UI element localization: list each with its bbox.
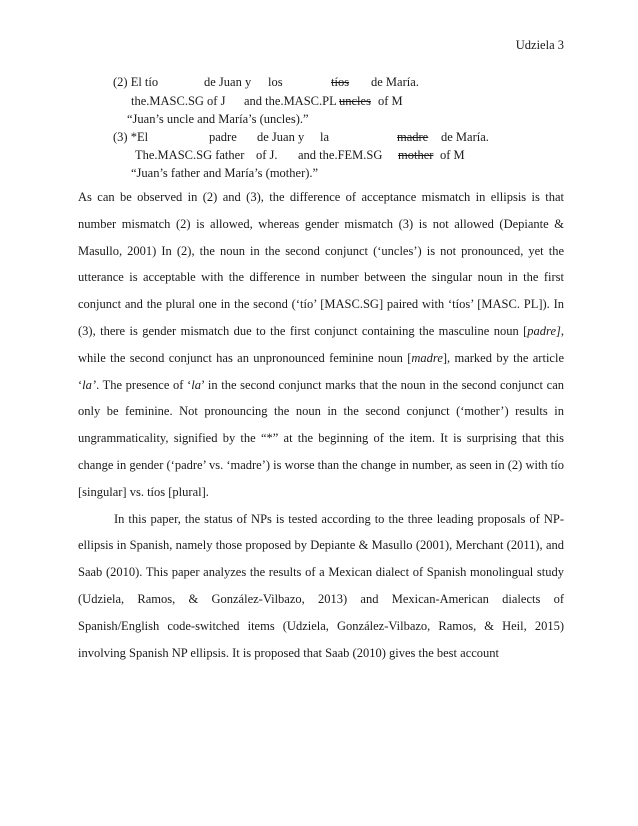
p1-italic-la-1: la’ (82, 377, 97, 392)
ex3-word-padre: padre (209, 130, 237, 144)
paragraph-1 (78, 184, 564, 506)
paragraph-2: In this paper, the status of NPs is tested according to the three leading proposals of NP-ellipsis in Spanish, namely those proposed by Depiante & Masullo (2001), Merchant (2011), and Saab (2010). This paper analyzes the results of a Mexican dialect of Spanish monolingual study (Udziela, Ramos, & González-Vilbazo, 2013) and Mexican-American dialects of Spanish/English code-switched items (Udziela, González-Vilbazo, Ramos, & Heil, 2015) involving Spanish NP ellipsis. It is proposed that Saab (2010) gives the best account (78, 511, 564, 660)
ex3-gloss-4: of M (440, 148, 465, 162)
running-head: Udziela 3 (515, 38, 564, 52)
ex3-word-el: (3) *El (113, 130, 149, 144)
p1-italic-padre: padre] (527, 323, 561, 338)
ex2-word-el-tio: (2) El tío (113, 75, 159, 89)
ex2-translation: “Juan’s uncle and María’s (uncles).” (127, 112, 309, 126)
ex2-word-de-maria: de María. (371, 75, 419, 89)
body-text (78, 184, 564, 666)
p1-italic-madre: madre (411, 350, 443, 365)
ex2-word-tios-elided: tíos (331, 75, 350, 89)
ex2-gloss-3: of M (378, 94, 403, 108)
p1-text-2: , while the second conjunct has an unpronounced feminine noun [ (78, 323, 564, 365)
ex3-gloss-mother-elided: mother (398, 148, 434, 162)
ex3-word-de-juan-y: de Juan y (257, 130, 305, 144)
p1-text-4: . The presence of ‘ (96, 377, 192, 392)
ex3-word-madre-elided: madre (397, 130, 429, 144)
ex2-word-de-juan-y: de Juan y (204, 75, 252, 89)
ex3-gloss-1: The.MASC.SG father (135, 148, 245, 162)
ex3-gloss-2: of J. (256, 148, 278, 162)
ex2-gloss-uncles-elided: uncles (339, 94, 371, 108)
p1-text-1: As can be observed in (2) and (3), the difference of acceptance mismatch in ellipsis is that number mismatch (2) is allowed, whereas gender mismatch (3) is not allowed (Depiante & Masullo, 2001) In (2), the noun in the second conjunct (‘uncles’) is not pronounced, yet the utterance is acceptable with the difference in number between the singular noun in the first conjunct and the plural one in the second (‘tío’ [MASC.SG] paired with ‘tíos’ [MASC. PL]). In (3), there is gender mismatch due to the first conjunct containing the masculine noun [ (78, 190, 564, 338)
ex2-gloss-2: and the.MASC.PL (244, 94, 337, 108)
ex3-word-la: la (320, 130, 330, 144)
ex3-translation: “Juan’s father and María’s (mother).” (131, 166, 319, 180)
ex3-word-de-maria: de María. (441, 130, 489, 144)
p1-text-5: ’ in the second conjunct marks that the noun in the second conjunct can only be feminine. Not pronouncing the noun in the second conjunct (‘mother’) results in ungrammaticality, signified by the “*” at the beginning of the item. It is surprising that this change in gender (‘padre’ vs. ‘madre’) is worse than the change in number, as seen in (2) with tío [singular] vs. tíos [plural]. (78, 377, 564, 499)
p1-italic-la-2: la (191, 377, 201, 392)
ex3-gloss-3: and the.FEM.SG (298, 148, 383, 162)
p1-text-3: ], marked by the article ‘ (78, 350, 564, 392)
ex2-gloss-1: the.MASC.SG of J (131, 94, 226, 108)
ex2-word-los: los (268, 75, 283, 89)
